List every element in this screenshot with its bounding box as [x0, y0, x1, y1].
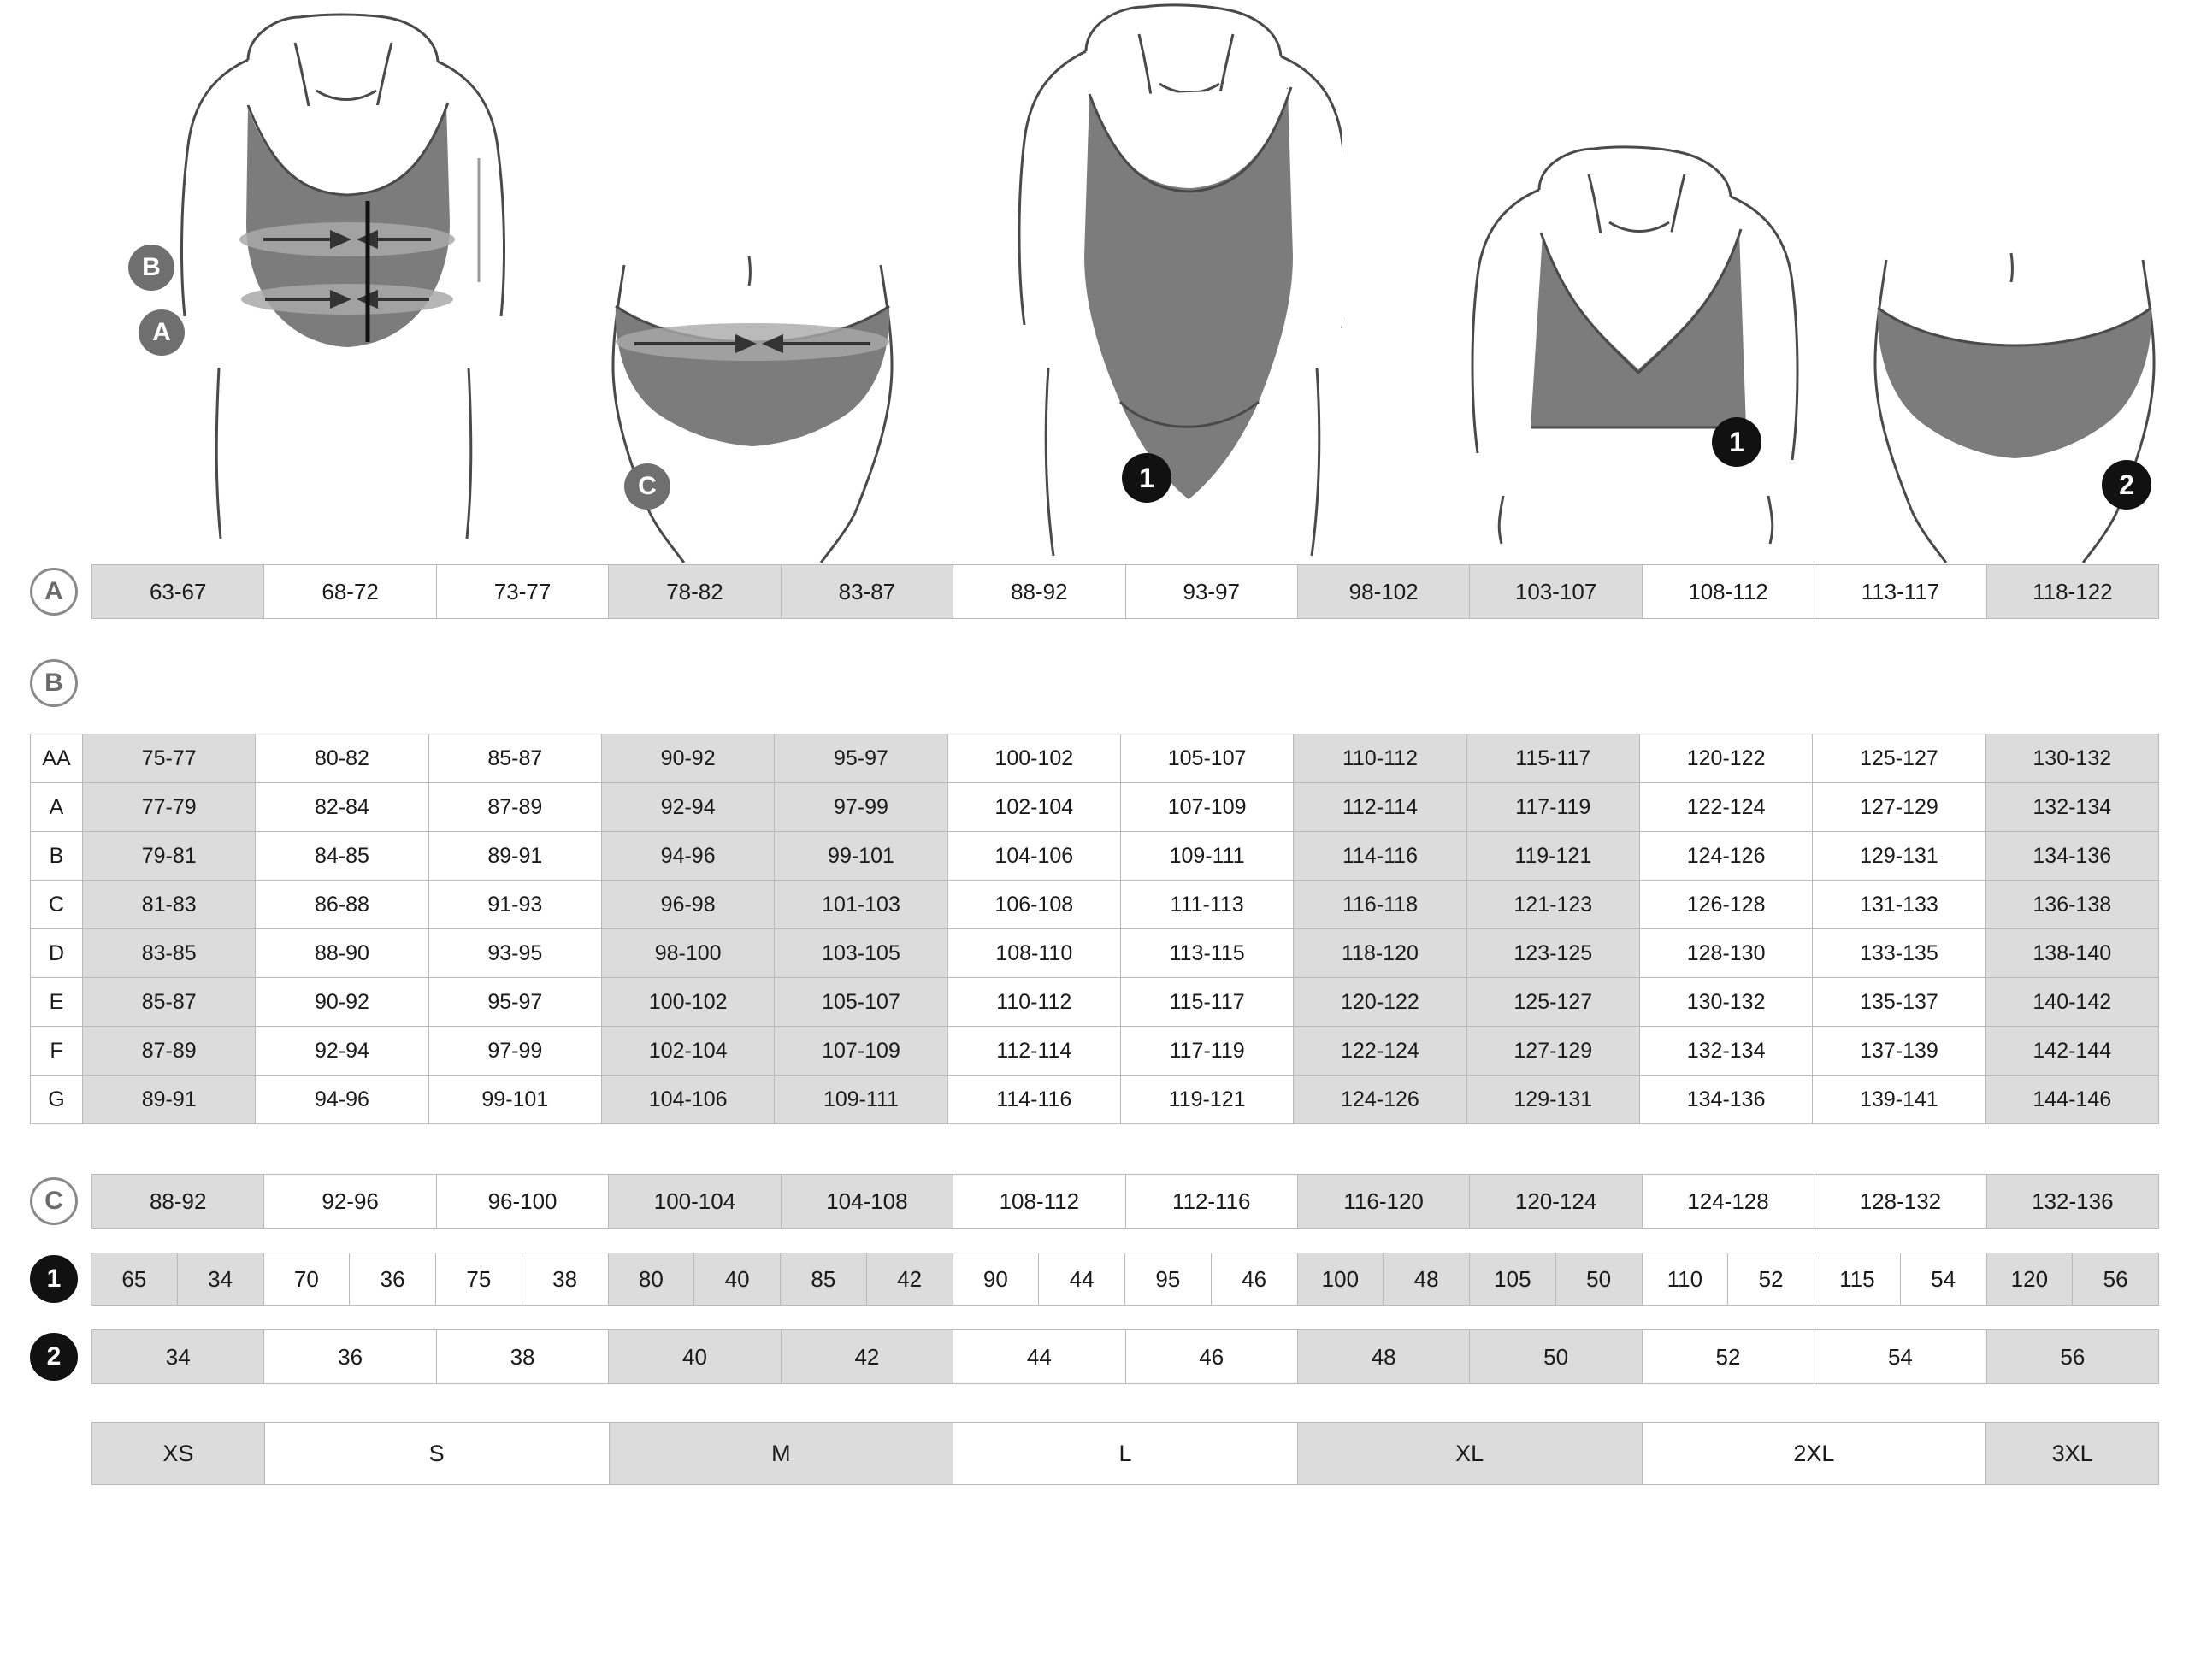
table-cell: 96-100: [436, 1174, 609, 1229]
table-cell: 120-122: [1639, 734, 1813, 783]
table-cell: 105: [1469, 1253, 1556, 1306]
table-cell: 75-77: [82, 734, 256, 783]
table-cell: 107-109: [774, 1026, 947, 1076]
table-cell: 50: [1469, 1329, 1642, 1384]
row-label-a: [30, 564, 91, 619]
table-cell: 92-94: [601, 782, 775, 832]
table-cell: 122-124: [1639, 782, 1813, 832]
size-pair: [1814, 1253, 1987, 1306]
bottom-size-row-block: [30, 1329, 2159, 1384]
table-cell: 65: [91, 1253, 178, 1306]
table-cell: 140-142: [1985, 977, 2159, 1027]
table-cell: 38: [436, 1329, 609, 1384]
bra-size-row: [30, 1253, 2159, 1306]
table-cell: 122-124: [1293, 1026, 1466, 1076]
letter-size-cell: M: [609, 1422, 954, 1485]
table-cell: 54: [1814, 1329, 1986, 1384]
cup-label: B: [30, 831, 83, 881]
size-pair: [1643, 1253, 1815, 1306]
table-cell: 104-106: [947, 831, 1121, 881]
table-cell: 46: [1211, 1253, 1298, 1306]
hip-row: [30, 1174, 2159, 1229]
table-cell: 135-137: [1812, 977, 1985, 1027]
size-pair: [91, 1253, 264, 1306]
table-cell: 110-112: [947, 977, 1121, 1027]
table-cell: 82-84: [255, 782, 428, 832]
row-label-2: [30, 1329, 91, 1384]
table-row: [30, 1076, 2159, 1124]
table-cell: 116-118: [1293, 880, 1466, 929]
table-cell: 86-88: [255, 880, 428, 929]
letter-size-cells: [91, 1422, 2159, 1485]
table-cell: 132-136: [1986, 1174, 2159, 1229]
row-label-a-circle: A: [30, 568, 78, 616]
size-pair: [1470, 1253, 1643, 1306]
letter-size-cell: 2XL: [1642, 1422, 1987, 1485]
table-cell: 124-128: [1642, 1174, 1814, 1229]
table-row: [30, 929, 2159, 978]
table-cell: 38: [522, 1253, 609, 1306]
table-cell: 120-124: [1469, 1174, 1642, 1229]
bottom-size-row: [30, 1329, 2159, 1384]
letter-size-row-block: [30, 1422, 2159, 1485]
table-cell: 117-119: [1466, 782, 1640, 832]
table-cell: 48: [1383, 1253, 1470, 1306]
table-cell: 127-129: [1812, 782, 1985, 832]
illustration-band: [0, 0, 2189, 564]
table-cell: 80-82: [255, 734, 428, 783]
table-cell: 125-127: [1466, 977, 1640, 1027]
table-row: [30, 881, 2159, 929]
table-cell: 50: [1555, 1253, 1643, 1306]
underbust-row-block: [30, 564, 2159, 619]
row-label-c-circle: C: [30, 1177, 78, 1225]
table-cell: 85: [780, 1253, 867, 1306]
table-cell: 40: [693, 1253, 781, 1306]
table-cell: 88-92: [91, 1174, 264, 1229]
table-row: [30, 734, 2159, 783]
table-cell: 44: [1038, 1253, 1125, 1306]
letter-size-cell: S: [264, 1422, 610, 1485]
brief-bottom-figure: [1864, 248, 2180, 573]
table-cell: 142-144: [1985, 1026, 2159, 1076]
table-cell: 112-114: [1293, 782, 1466, 832]
row-label-1: [30, 1253, 91, 1306]
table-cell: 108-112: [953, 1174, 1125, 1229]
row-label-1-circle: 1: [30, 1255, 78, 1303]
table-cell: 103-105: [774, 928, 947, 978]
table-cell: 36: [349, 1253, 436, 1306]
row-label-c: [30, 1174, 91, 1229]
table-row: [30, 978, 2159, 1027]
table-cell: 95: [1124, 1253, 1212, 1306]
size-pair: [1298, 1253, 1471, 1306]
table-cell: 94-96: [601, 831, 775, 881]
letter-size-cell: XL: [1297, 1422, 1643, 1485]
table-cell: 68-72: [263, 564, 436, 619]
table-cell: 111-113: [1120, 880, 1294, 929]
cup-label: G: [30, 1075, 83, 1124]
table-cell: 102-104: [947, 782, 1121, 832]
table-cell: 120: [1986, 1253, 2074, 1306]
table-cell: 109-111: [774, 1075, 947, 1124]
table-cell: 127-129: [1466, 1026, 1640, 1076]
letter-size-row-label-spacer: [30, 1422, 91, 1485]
table-cell: 130-132: [1985, 734, 2159, 783]
size-pair: [609, 1253, 782, 1306]
letter-size-cell: L: [953, 1422, 1298, 1485]
badge-1-swimsuit: 1: [1122, 453, 1171, 503]
table-cell: 91-93: [428, 880, 602, 929]
table-cell: 42: [781, 1329, 953, 1384]
bust-matrix: [30, 734, 2159, 1124]
table-cell: 117-119: [1120, 1026, 1294, 1076]
table-cell: 138-140: [1985, 928, 2159, 978]
table-cell: 121-123: [1466, 880, 1640, 929]
cup-label: F: [30, 1026, 83, 1076]
bra-size-cells: [91, 1253, 2159, 1306]
table-cell: 125-127: [1812, 734, 1985, 783]
table-cell: 77-79: [82, 782, 256, 832]
table-cell: 106-108: [947, 880, 1121, 929]
table-cell: 104-108: [781, 1174, 953, 1229]
table-cell: 83-87: [781, 564, 953, 619]
table-cell: 89-91: [82, 1075, 256, 1124]
table-cell: 92-96: [263, 1174, 436, 1229]
table-cell: 90: [953, 1253, 1040, 1306]
table-cell: 92-94: [255, 1026, 428, 1076]
table-cell: 110-112: [1293, 734, 1466, 783]
table-cell: 100: [1297, 1253, 1384, 1306]
table-cell: 44: [953, 1329, 1125, 1384]
table-cell: 124-126: [1293, 1075, 1466, 1124]
table-cell: 130-132: [1639, 977, 1813, 1027]
row-label-b: [30, 659, 91, 707]
table-row: [30, 832, 2159, 881]
table-cell: 129-131: [1812, 831, 1985, 881]
table-cell: 70: [263, 1253, 351, 1306]
badge-b: B: [128, 245, 174, 291]
table-cell: 95-97: [774, 734, 947, 783]
table-cell: 136-138: [1985, 880, 2159, 929]
table-cell: 105-107: [774, 977, 947, 1027]
table-cell: 129-131: [1466, 1075, 1640, 1124]
size-pair: [953, 1253, 1126, 1306]
table-cell: 128-132: [1814, 1174, 1986, 1229]
bottom-size-cells: [91, 1329, 2159, 1384]
table-cell: 98-102: [1297, 564, 1470, 619]
table-cell: 96-98: [601, 880, 775, 929]
table-cell: 88-90: [255, 928, 428, 978]
swimsuit-onepiece-figure: [958, 0, 1342, 564]
table-cell: 100-102: [947, 734, 1121, 783]
table-cell: 120-122: [1293, 977, 1466, 1027]
table-cell: 119-121: [1120, 1075, 1294, 1124]
table-cell: 40: [608, 1329, 781, 1384]
letter-size-cell: XS: [91, 1422, 265, 1485]
table-cell: 52: [1727, 1253, 1814, 1306]
table-cell: 100-102: [601, 977, 775, 1027]
table-cell: 48: [1297, 1329, 1470, 1384]
table-cell: 118-122: [1986, 564, 2159, 619]
table-cell: 42: [866, 1253, 953, 1306]
table-row: [30, 783, 2159, 832]
table-cell: 110: [1642, 1253, 1729, 1306]
table-cell: 134-136: [1985, 831, 2159, 881]
cup-label: AA: [30, 734, 83, 783]
table-cell: 99-101: [774, 831, 947, 881]
table-cell: 132-134: [1985, 782, 2159, 832]
bust-label-block: [30, 657, 2159, 710]
row-label-2-circle: 2: [30, 1333, 78, 1381]
table-cell: 81-83: [82, 880, 256, 929]
table-cell: 54: [1900, 1253, 1987, 1306]
table-cell: 94-96: [255, 1075, 428, 1124]
row-label-b-circle: B: [30, 659, 78, 707]
table-cell: 102-104: [601, 1026, 775, 1076]
table-cell: 144-146: [1985, 1075, 2159, 1124]
table-cell: 46: [1125, 1329, 1298, 1384]
letter-size-row: [30, 1422, 2159, 1485]
table-cell: 89-91: [428, 831, 602, 881]
badge-1-bra: 1: [1712, 417, 1761, 467]
table-cell: 88-92: [953, 564, 1125, 619]
table-cell: 34: [91, 1329, 264, 1384]
table-cell: 119-121: [1466, 831, 1640, 881]
table-cell: 78-82: [608, 564, 781, 619]
table-cell: 73-77: [436, 564, 609, 619]
table-cell: 95-97: [428, 977, 602, 1027]
table-cell: 112-116: [1125, 1174, 1298, 1229]
table-cell: 90-92: [601, 734, 775, 783]
table-cell: 99-101: [428, 1075, 602, 1124]
table-cell: 108-110: [947, 928, 1121, 978]
table-cell: 139-141: [1812, 1075, 1985, 1124]
table-cell: 108-112: [1642, 564, 1814, 619]
table-cell: 137-139: [1812, 1026, 1985, 1076]
hip-cells: [91, 1174, 2159, 1229]
table-cell: 36: [263, 1329, 436, 1384]
table-cell: 87-89: [82, 1026, 256, 1076]
bust-label-row: [30, 657, 2159, 710]
table-cell: 113-115: [1120, 928, 1294, 978]
table-cell: 83-85: [82, 928, 256, 978]
size-pair: [264, 1253, 437, 1306]
table-cell: 126-128: [1639, 880, 1813, 929]
table-cell: 75: [435, 1253, 522, 1306]
hip-row-block: [30, 1174, 2159, 1229]
table-cell: 128-130: [1639, 928, 1813, 978]
table-cell: 133-135: [1812, 928, 1985, 978]
table-cell: 56: [1986, 1329, 2159, 1384]
table-cell: 112-114: [947, 1026, 1121, 1076]
table-cell: 104-106: [601, 1075, 775, 1124]
table-cell: 52: [1642, 1329, 1814, 1384]
table-cell: 101-103: [774, 880, 947, 929]
table-cell: 123-125: [1466, 928, 1640, 978]
letter-size-cell: 3XL: [1985, 1422, 2159, 1485]
table-cell: 114-116: [947, 1075, 1121, 1124]
table-cell: 34: [177, 1253, 264, 1306]
table-cell: 132-134: [1639, 1026, 1813, 1076]
underbust-row: [30, 564, 2159, 619]
table-cell: 80: [608, 1253, 695, 1306]
bust-underbust-figure: [120, 9, 573, 556]
table-cell: 114-116: [1293, 831, 1466, 881]
table-cell: 85-87: [82, 977, 256, 1027]
table-cell: 103-107: [1469, 564, 1642, 619]
table-cell: 100-104: [608, 1174, 781, 1229]
table-cell: 113-117: [1814, 564, 1986, 619]
table-cell: 134-136: [1639, 1075, 1813, 1124]
table-cell: 87-89: [428, 782, 602, 832]
table-cell: 131-133: [1812, 880, 1985, 929]
table-cell: 56: [2072, 1253, 2159, 1306]
table-cell: 97-99: [774, 782, 947, 832]
table-cell: 115-117: [1466, 734, 1640, 783]
table-cell: 118-120: [1293, 928, 1466, 978]
underbust-cells: [91, 564, 2159, 619]
table-cell: 84-85: [255, 831, 428, 881]
hip-figure: [599, 248, 923, 573]
table-cell: 79-81: [82, 831, 256, 881]
table-cell: 93-95: [428, 928, 602, 978]
cup-label: E: [30, 977, 83, 1027]
table-cell: 97-99: [428, 1026, 602, 1076]
table-cell: 93-97: [1125, 564, 1298, 619]
badge-a: A: [139, 309, 185, 356]
bra-top-figure: [1411, 145, 1821, 547]
table-cell: 85-87: [428, 734, 602, 783]
badge-c: C: [624, 463, 670, 510]
table-cell: 63-67: [91, 564, 264, 619]
cup-label: D: [30, 928, 83, 978]
table-cell: 98-100: [601, 928, 775, 978]
table-cell: 90-92: [255, 977, 428, 1027]
table-cell: 105-107: [1120, 734, 1294, 783]
size-pair: [781, 1253, 953, 1306]
cup-label: A: [30, 782, 83, 832]
table-cell: 109-111: [1120, 831, 1294, 881]
bra-size-row-block: [30, 1253, 2159, 1306]
cup-label: C: [30, 880, 83, 929]
table-cell: 115: [1814, 1253, 1901, 1306]
size-pair: [1125, 1253, 1298, 1306]
table-cell: 116-120: [1297, 1174, 1470, 1229]
table-cell: 107-109: [1120, 782, 1294, 832]
size-pair: [436, 1253, 609, 1306]
badge-2-brief: 2: [2102, 460, 2151, 510]
size-pair: [1987, 1253, 2160, 1306]
table-row: [30, 1027, 2159, 1076]
table-cell: 124-126: [1639, 831, 1813, 881]
table-cell: 115-117: [1120, 977, 1294, 1027]
